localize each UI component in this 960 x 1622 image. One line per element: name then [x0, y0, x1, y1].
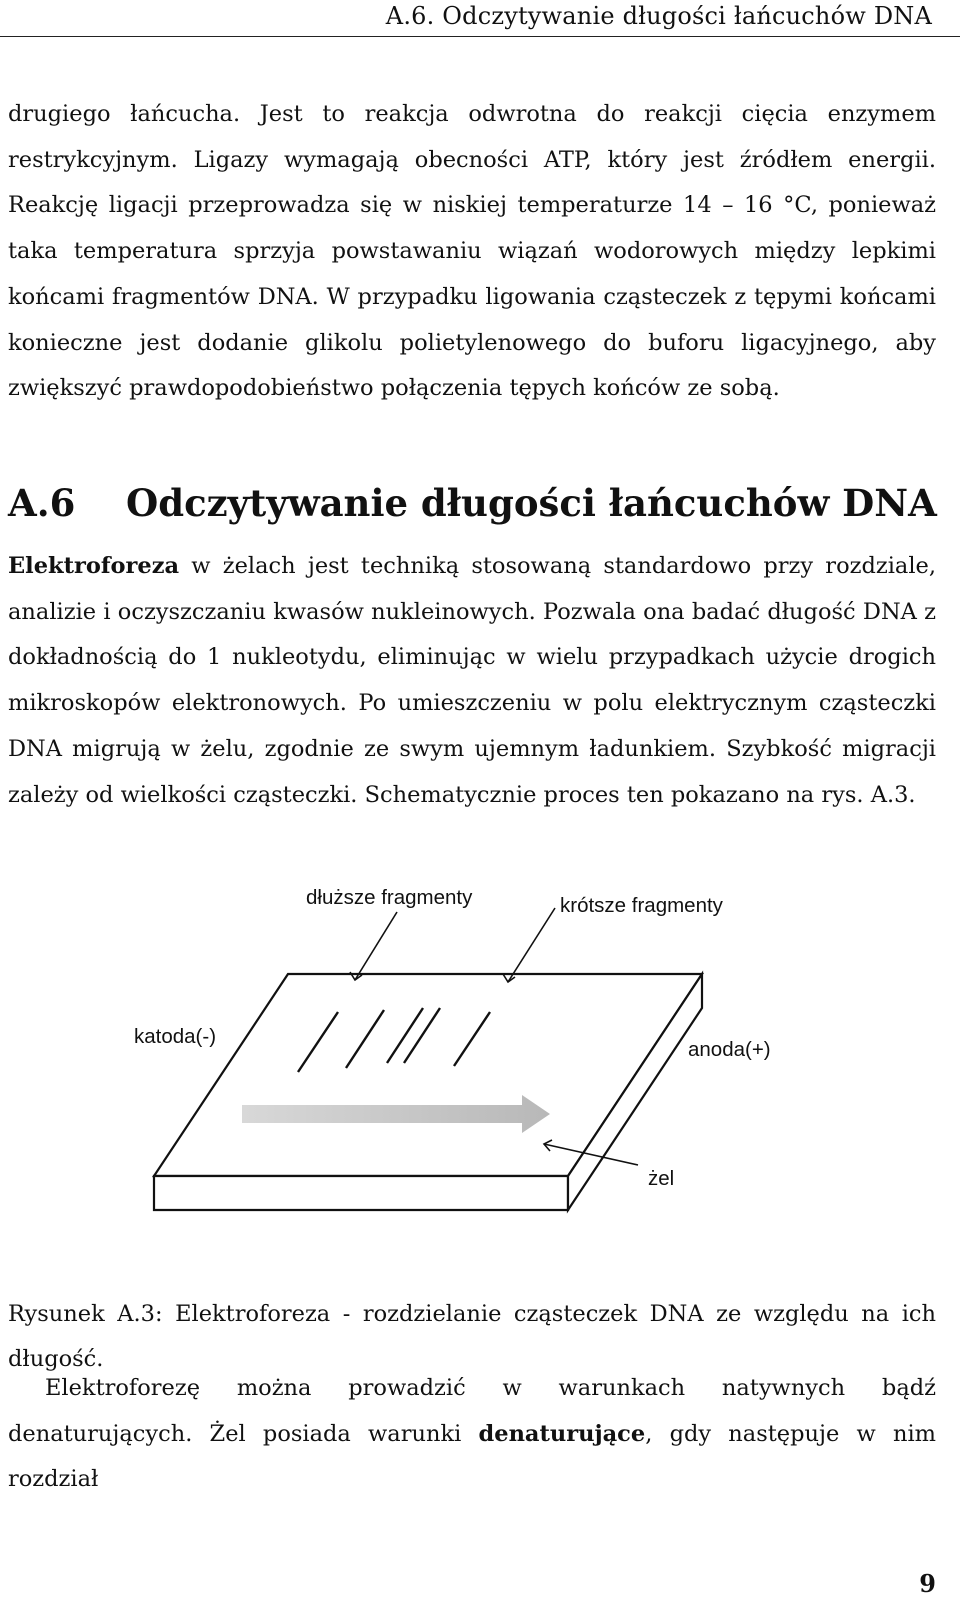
running-head-title: A.6. Odczytywanie długości łańcuchów DNA — [385, 2, 932, 30]
figure-electrophoresis — [100, 886, 820, 1260]
paragraph-denaturing-text-after: , gdy następuje w nim rozdział — [8, 1420, 936, 1493]
section-heading — [8, 478, 938, 528]
caption-label: Rysunek A.3: — [8, 1301, 163, 1327]
label-longer-fragments: dłuższe fragmenty — [306, 886, 473, 909]
label-gel: żel — [648, 1167, 675, 1190]
section-number: A.6 — [8, 481, 76, 525]
term-electrophoresis: Elektroforeza — [8, 553, 180, 579]
paragraph-denaturing-text-before: Elektroforezę można prowadzić w warunkach natywnych bądź denaturujących. Żel posiada warunki — [8, 1375, 936, 1447]
gel-top-face — [154, 974, 702, 1176]
label-shorter-fragments: krótsze fragmenty — [560, 894, 723, 917]
pointer-shorter — [508, 908, 555, 982]
paragraph-ligation: drugiego łańcucha. Jest to reakcja odwrotna do reakcji cięcia enzymem restrykcyjnym. Ligazy wymagają obecności ATP, który jest źródłem energii. Reakcję ligacji przeprowadza się w niskiej temperaturze 14 – 16 °C, ponieważ taka temperatura sprzyja powstawaniu wiązań wodorowych między lepkimi końcami fragmentów DNA. W przypadku ligowania cząsteczek z tępymi końcami konieczne jest dodanie glikolu polietylenowego do buforu ligacyjnego, aby zwiększyć prawdopodobieństwo połączenia tępych końców ze sobą. — [8, 101, 936, 402]
page-number: 9 — [919, 1569, 936, 1598]
label-cathode: katoda(-) — [134, 1025, 217, 1048]
paragraph-denaturing — [8, 1366, 936, 1503]
label-anode: anoda(+) — [688, 1038, 771, 1061]
term-denaturing: denaturujące — [478, 1420, 646, 1447]
running-head — [0, 0, 960, 37]
paragraph-electrophoresis-text: w żelach jest techniką stosowaną standardowo przy rozdziale, analizie i oczyszczaniu kwasów nukleinowych. Pozwala ona badać długość DNA z dokładnością do 1 nukleotydu, eliminując w wielu przypadkach użycie drogich mikroskopów elektronowych. Po umieszczeniu w polu elektrycznym cząsteczki DNA migrują w żelu, zgodnie ze swym ujemnym ładunkiem. Szybkość migracji zależy od wielkości cząsteczki. Schematycznie proces ten pokazano na rys. A.3. — [8, 553, 936, 808]
caption-text: Elektroforeza - rozdzielanie cząsteczek DNA ze względu na ich długość. — [8, 1301, 936, 1372]
electrophoresis-diagram — [100, 886, 820, 1260]
paragraph-electrophoresis — [8, 544, 936, 818]
section-title: Odczytywanie długości łańcuchów DNA — [126, 481, 937, 525]
gel-slab — [154, 974, 702, 1210]
pointer-longer — [355, 912, 397, 980]
gel-front-face — [154, 1176, 568, 1210]
